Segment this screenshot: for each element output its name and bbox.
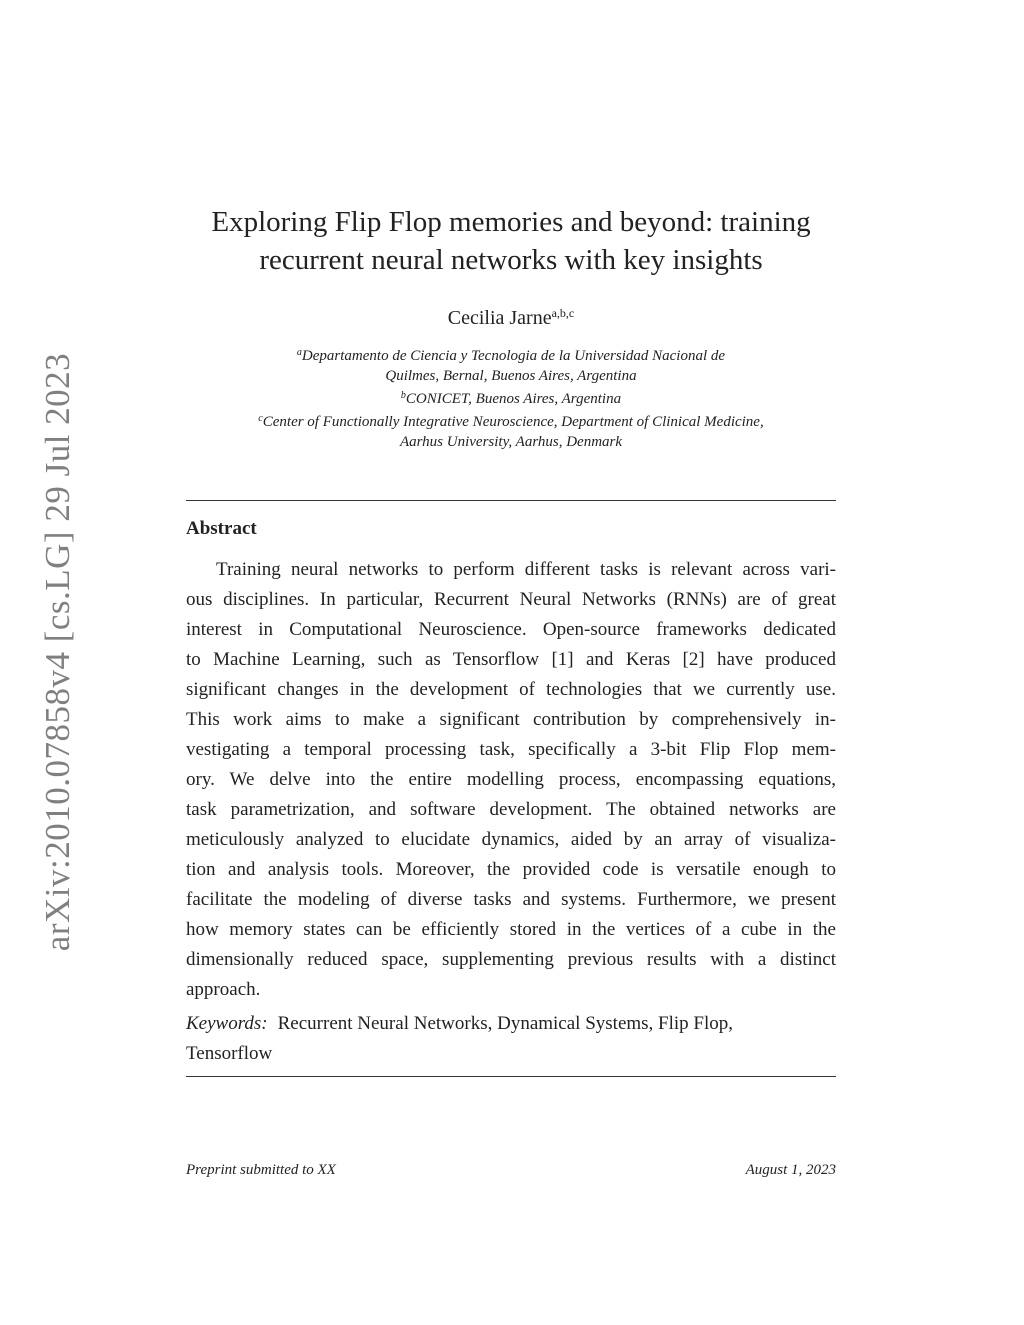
footer-submission-note: Preprint submitted to XX: [186, 1162, 336, 1178]
author-affiliation-marks: a,b,c: [551, 306, 575, 320]
affiliation-b-line-1: [186, 386, 836, 409]
affiliation-b-mark: b: [400, 390, 406, 401]
affiliation-c-line-2: Aarhus University, Aarhus, Denmark: [399, 434, 623, 450]
abstract-line: This work aims to make a significant contribution by comprehensively in-: [186, 709, 836, 730]
abstract-line: tion and analysis tools. Moreover, the provided code is versatile enough to: [186, 859, 836, 880]
arxiv-identifier-stamp: arXiv:2010.07858v4 [cs.LG] 29 Jul 2023: [38, 352, 77, 952]
footer-date: August 1, 2023: [745, 1162, 836, 1178]
abstract-line: to Machine Learning, such as Tensorflow [1] and Keras [2] have produced: [186, 649, 836, 670]
affiliations: [186, 343, 836, 452]
affiliation-a-line-2: Quilmes, Bernal, Buenos Aires, Argentina: [385, 368, 637, 384]
affiliation-c-mark: c: [258, 413, 263, 424]
abstract-line: dimensionally reduced space, supplementing previous results with a distinct: [186, 949, 836, 970]
abstract-top-rule: [186, 500, 836, 501]
author-name: Cecilia Jarne: [447, 307, 552, 329]
keywords-block: [186, 1009, 836, 1069]
paper-title-line-2: recurrent neural networks with key insights: [259, 244, 763, 276]
abstract-line: ous disciplines. In particular, Recurrent Neural Networks (RNNs) are of great: [186, 589, 836, 610]
paper-title: [186, 203, 836, 279]
abstract-heading: Abstract: [186, 518, 257, 539]
abstract-line: how memory states can be efficiently stored in the vertices of a cube in the: [186, 919, 836, 940]
affiliation-a-mark: a: [296, 347, 302, 358]
affiliation-c-text-1: Center of Functionally Integrative Neuroscience, Department of Clinical Medicine,: [262, 414, 764, 430]
abstract-line: ory. We delve into the entire modelling process, encompassing equations,: [186, 769, 836, 790]
abstract-line: Training neural networks to perform different tasks is relevant across vari-: [216, 559, 836, 580]
affiliation-a-text-1: Departamento de Ciencia y Tecnologia de la Universidad Nacional de: [301, 348, 726, 364]
abstract-line: significant changes in the development of technologies that we currently use.: [186, 679, 836, 700]
abstract-body: [186, 555, 836, 1005]
abstract-bottom-rule: [186, 1076, 836, 1077]
keywords-text-1: Recurrent Neural Networks, Dynamical Systems, Flip Flop,: [277, 1013, 734, 1034]
keywords-label: Keywords:: [186, 1013, 268, 1034]
abstract-line: approach.: [186, 979, 261, 1000]
keywords-line-2: Tensorflow: [186, 1043, 273, 1064]
abstract-line: interest in Computational Neuroscience. Open-source frameworks dedicated: [186, 619, 836, 640]
abstract-line: meticulously analyzed to elucidate dynamics, aided by an array of visualiza-: [186, 829, 836, 850]
author-block: [186, 300, 836, 331]
page-footer: [186, 1160, 836, 1180]
affiliation-a-line-1: [186, 343, 836, 366]
paper-title-line-1: Exploring Flip Flop memories and beyond: training: [211, 206, 811, 238]
abstract-line: task parametrization, and software development. The obtained networks are: [186, 799, 836, 820]
abstract-line: facilitate the modeling of diverse tasks and systems. Furthermore, we present: [186, 889, 836, 910]
abstract-line: vestigating a temporal processing task, specifically a 3-bit Flip Flop mem-: [186, 739, 836, 760]
affiliation-b-text-1: CONICET, Buenos Aires, Argentina: [405, 391, 622, 407]
affiliation-c-line-1: [186, 409, 836, 432]
keywords-line-1: [186, 1009, 836, 1039]
